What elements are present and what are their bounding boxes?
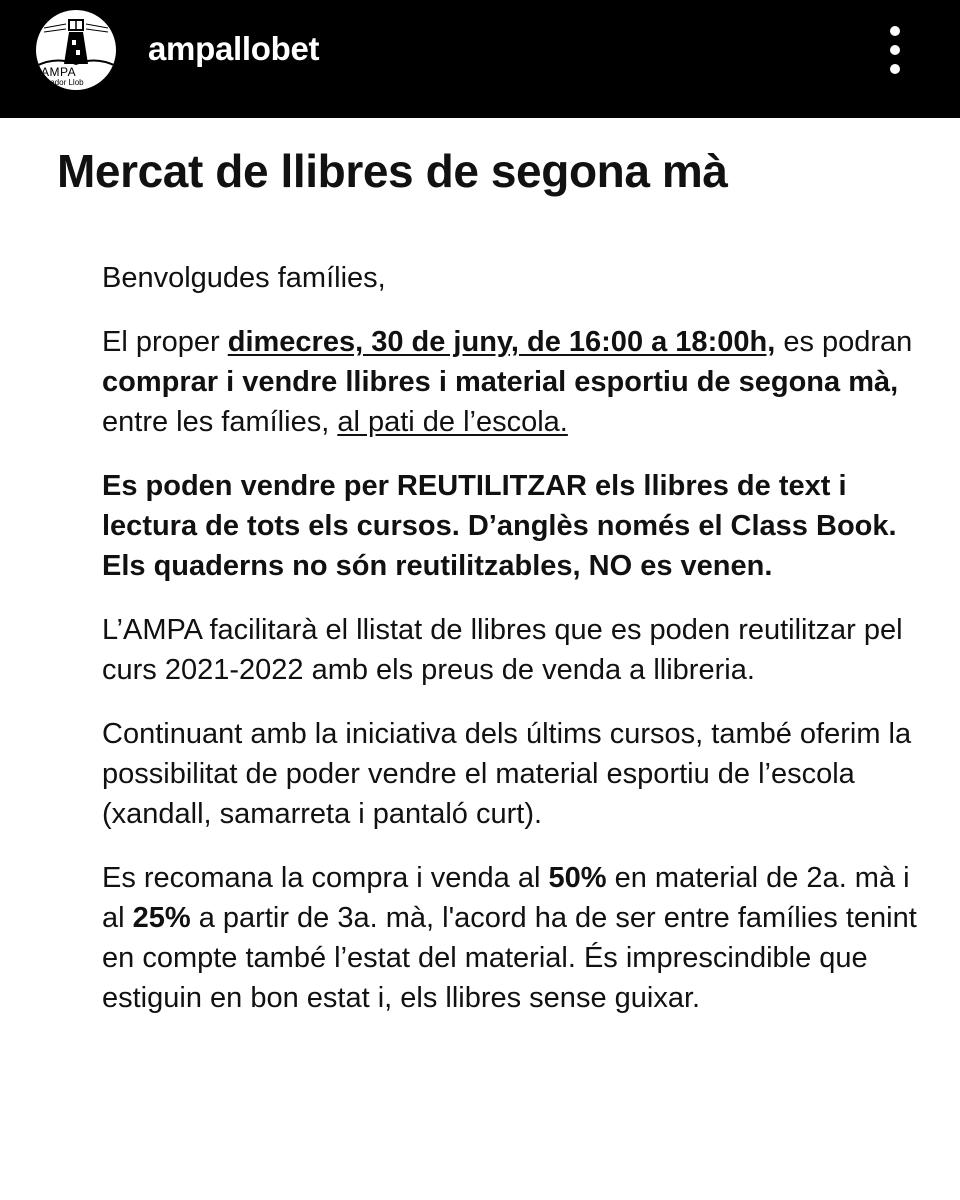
text-run: El proper [102, 326, 228, 358]
text-run: a partir de 3a. mà, l'acord ha de ser entre famílies tenint en compte també l’estat del material. És imprescindible que estiguin en bon estat i, els llibres sense guixar. [102, 902, 917, 1014]
more-vertical-icon [890, 26, 900, 36]
event-paragraph [102, 322, 922, 442]
price-percent-second-hand: 50% [548, 862, 607, 894]
post-title: Mercat de llibres de segona mà [57, 145, 728, 197]
text-run: Es recomana la compra i venda al [102, 862, 549, 894]
more-vertical-icon [890, 64, 900, 74]
post-body [102, 258, 922, 1042]
avatar-logo-subtitle: alvador Llob [40, 78, 84, 87]
account-username[interactable]: ampallobet [148, 30, 320, 67]
text-run: entre les famílies, [102, 406, 338, 438]
greeting-paragraph: Benvolgudes famílies, [102, 262, 386, 294]
event-datetime: dimecres, 30 de juny, de 16:00 a 18:00h, [227, 326, 776, 358]
sports-material-paragraph: Continuant amb la iniciativa dels últims cursos, també oferim la possibilitat de poder vendre el material esportiu de l’escola (xandall, samarreta i pantaló curt). [102, 718, 912, 830]
event-description: comprar i vendre llibres i material esportiu de segona mà, [102, 366, 899, 398]
top-bar [0, 0, 960, 118]
text-run: es podran [775, 326, 913, 358]
price-percent-third-hand: 25% [132, 902, 191, 934]
reuse-notice: Es poden vendre per REUTILITZAR els llibres de text i lectura de tots els cursos. D’anglès només el Class Book. Els quaderns no són reutilitzables, NO es venen. [102, 470, 897, 582]
more-options-button[interactable] [878, 24, 914, 76]
book-list-paragraph: L’AMPA facilitarà el llistat de llibres que es poden reutilitzar pel curs 2021-2022 amb els preus de venda a llibreria. [102, 614, 903, 686]
reuse-notice-paragraph [102, 466, 922, 586]
more-vertical-icon [890, 45, 900, 55]
pricing-paragraph [102, 858, 922, 1018]
text-run: en material de 2a. mà i al [102, 862, 910, 934]
event-location: al pati de l’escola. [337, 406, 568, 438]
avatar[interactable] [36, 10, 116, 90]
avatar-logo-abbr: AMPA [41, 65, 77, 79]
